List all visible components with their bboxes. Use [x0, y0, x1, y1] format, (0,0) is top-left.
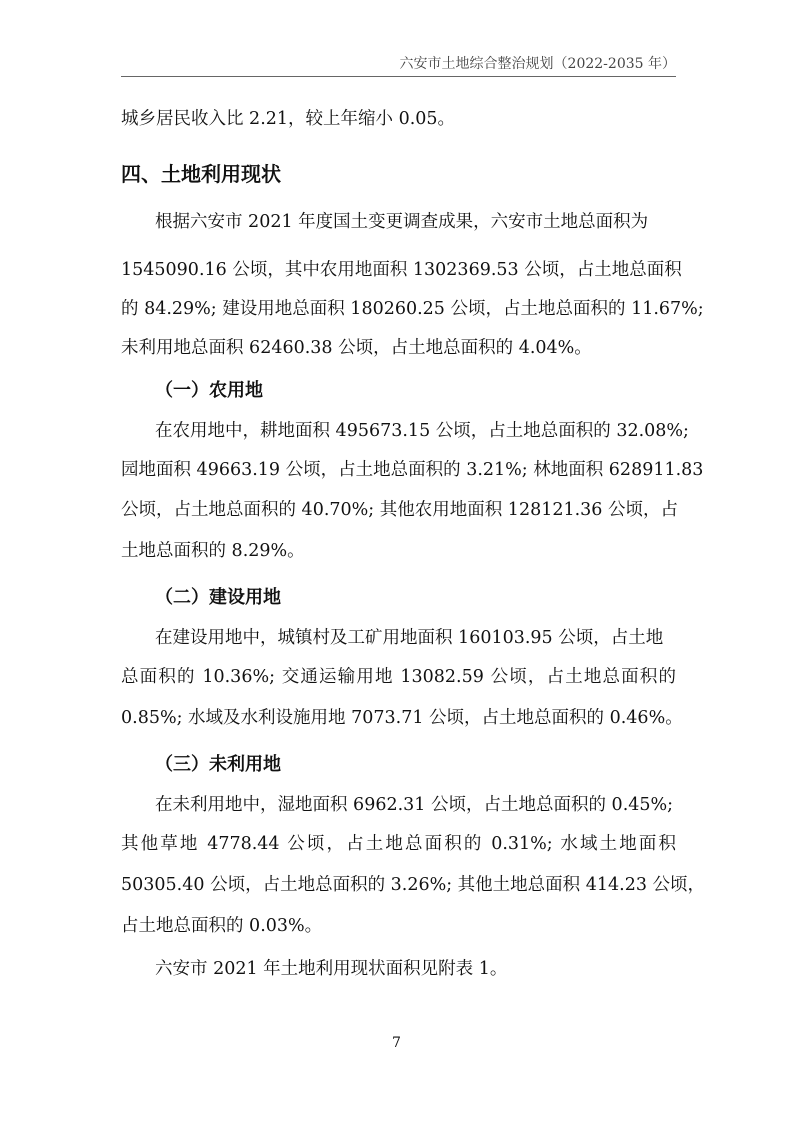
paragraph-line: 50305.40 公顷，占土地总面积的 3.26%; 其他土地总面积 414.23 公顷， [121, 875, 706, 895]
subsection-heading-2: （二）建设用地 [155, 587, 281, 608]
section-heading-4: 四、土地利用现状 [121, 162, 281, 186]
paragraph-line: 未利用地总面积 62460.38 公顷，占土地总面积的 4.04%。 [121, 338, 592, 358]
page-number: 7 [392, 1035, 401, 1051]
header-rule [121, 76, 676, 77]
subsection-heading-3: （三）未利用地 [155, 754, 281, 775]
paragraph-line: 1545090.16 公顷，其中农用地面积 1302369.53 公顷，占土地总面积 [121, 260, 682, 280]
paragraph-line: 其他草地 4778.44 公顷，占土地总面积的 0.31%; 水域土地面积 [121, 834, 676, 854]
paragraph-line: 总面积的 10.36%; 交通运输用地 13082.59 公顷，占土地总面积的 [121, 667, 676, 687]
subsection-heading-1: （一）农用地 [155, 380, 263, 401]
paragraph-line: 占土地总面积的 0.03%。 [121, 916, 323, 936]
paragraph-line: 0.85%; 水域及水利设施用地 7073.71 公顷，占土地总面积的 0.46%。 [121, 708, 683, 728]
paragraph-line: 根据六安市 2021 年度国土变更调查成果，六安市土地总面积为 [155, 212, 649, 232]
header-title: 六安市土地综合整治规划（2022-2035 年） [399, 56, 676, 72]
paragraph-line: 园地面积 49663.19 公顷，占土地总面积的 3.21%; 林地面积 628911.83 [121, 460, 704, 480]
intro-line: 城乡居民收入比 2.21，较上年缩小 0.05。 [121, 109, 456, 129]
paragraph-line: 土地总面积的 8.29%。 [121, 541, 305, 561]
paragraph-line: 公顷，占土地总面积的 40.70%; 其他农用地面积 128121.36 公顷，占 [121, 500, 679, 520]
paragraph-line: 的 84.29%; 建设用地总面积 180260.25 公顷，占土地总面积的 11.67%; [121, 299, 704, 319]
paragraph-line: 在农用地中，耕地面积 495673.15 公顷，占土地总面积的 32.08%; [155, 421, 689, 441]
paragraph-line: 在未利用地中，湿地面积 6962.31 公顷，占土地总面积的 0.45%; [155, 795, 674, 815]
closing-line: 六安市 2021 年土地利用现状面积见附表 1。 [155, 959, 508, 979]
paragraph-line: 在建设用地中，城镇村及工矿用地面积 160103.95 公顷，占土地 [155, 628, 664, 648]
